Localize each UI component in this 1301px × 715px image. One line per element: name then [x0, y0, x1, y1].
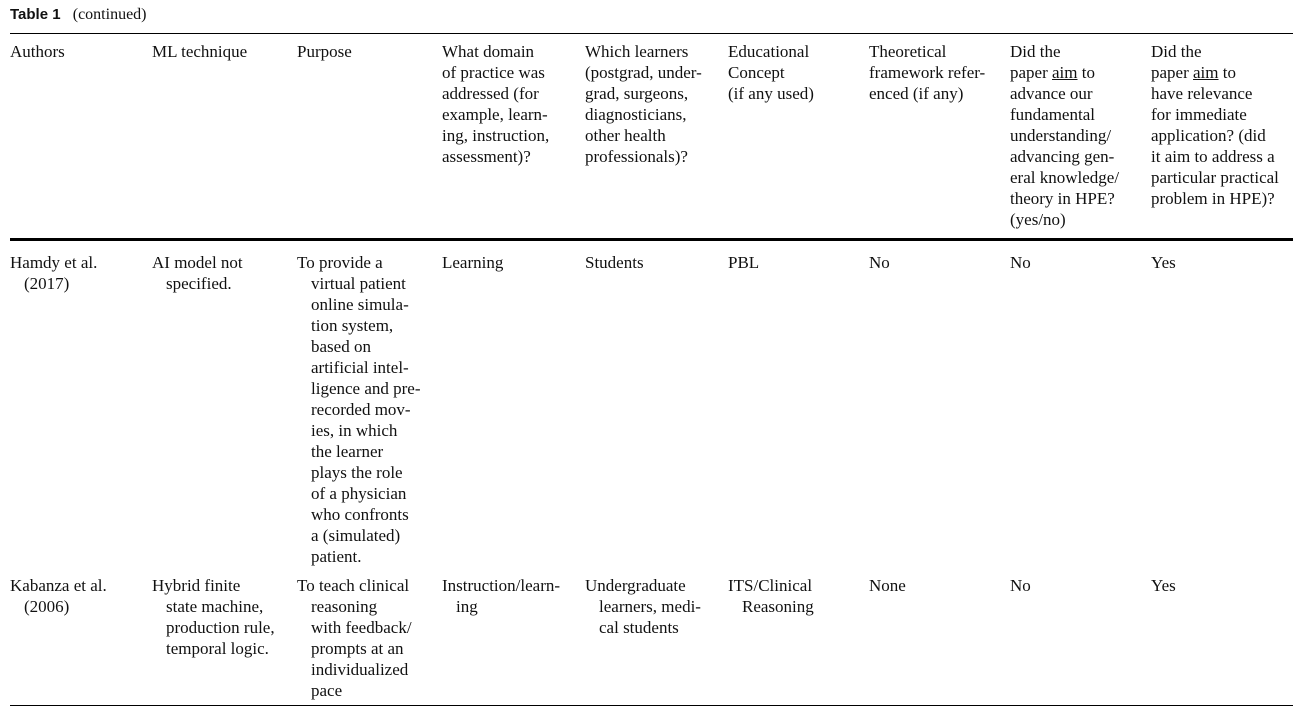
table-header-rule — [10, 238, 1293, 241]
header-authors: Authors — [10, 42, 65, 61]
header-educational-concept: Educational Concept (if any used) — [728, 42, 814, 103]
cell-educational-concept: ITS/Clinical Reasoning — [728, 576, 814, 616]
header-aim-practical-pre: Did the paper — [1151, 42, 1202, 82]
cell-authors: Hamdy et al. (2017) — [10, 253, 98, 293]
cell-educational-concept: PBL — [728, 253, 760, 272]
header-theoretical-framework: Theoretical framework refer- enced (if any) — [869, 42, 986, 103]
cell-authors: Kabanza et al. (2006) — [10, 576, 107, 616]
header-aim-practical — [1151, 41, 1279, 209]
cell-learners: Students — [585, 253, 644, 272]
cell-aim-practical: Yes — [1151, 576, 1176, 595]
header-learners: Which learners (postgrad, under- grad, surgeons, diagnosticians, other health professionals)? — [585, 42, 702, 166]
cell-domain: Instruction/learn- ing — [442, 576, 561, 616]
header-ml-technique: ML technique — [152, 42, 248, 61]
header-domain: What domain of practice was addressed (for example, learn- ing, instruction, assessment)? — [442, 42, 550, 166]
header-aim-fundamental — [1010, 41, 1119, 230]
cell-domain: Learning — [442, 253, 504, 272]
cell-aim-practical: Yes — [1151, 253, 1176, 272]
cell-ml-technique: Hybrid finite state machine, production rule, temporal logic. — [152, 576, 275, 658]
cell-aim-fundamental: No — [1010, 253, 1031, 272]
cell-theoretical-framework: None — [869, 576, 906, 595]
header-aim-fundamental-aim: aim — [1052, 63, 1078, 82]
cell-aim-fundamental: No — [1010, 576, 1031, 595]
cell-ml-technique: AI model not specified. — [152, 253, 243, 293]
header-aim-practical-post: to have relevance for immediate application? (did it aim to address a particular practical problem in HPE)? — [1151, 63, 1279, 208]
cell-purpose: To provide a virtual patient online simula- tion system, based on artificial intel- ligence and pre- recorded mov- ies, in which the learner plays the role of a physician who confronts a (simulated) patient. — [297, 253, 421, 566]
table-label: Table 1 — [10, 6, 61, 23]
cell-learners: Undergraduate learners, medi- cal students — [585, 576, 701, 637]
cell-purpose: To teach clinical reasoning with feedback/ prompts at an individualized pace — [297, 576, 412, 700]
table-continued: (continued) — [72, 6, 147, 23]
table-top-rule — [10, 33, 1293, 34]
header-aim-fundamental-pre: Did the paper — [1010, 42, 1061, 82]
table-caption — [10, 6, 147, 24]
header-aim-fundamental-post: to advance our fundamental understanding/ advancing gen- eral knowledge/ theory in HPE? (yes/no) — [1010, 63, 1120, 229]
table-bottom-rule — [10, 705, 1293, 706]
cell-theoretical-framework: No — [869, 253, 890, 272]
header-purpose: Purpose — [297, 42, 352, 61]
header-aim-practical-aim: aim — [1193, 63, 1219, 82]
